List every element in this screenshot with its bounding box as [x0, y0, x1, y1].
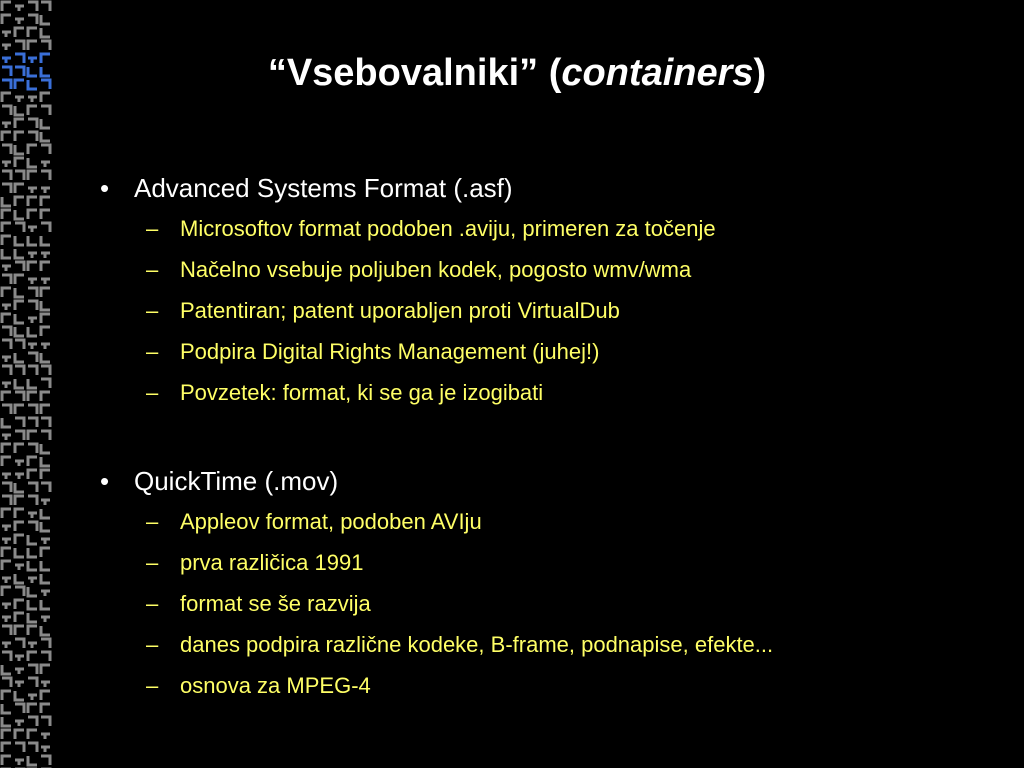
maze-segment — [15, 197, 24, 206]
maze-segment — [28, 353, 37, 362]
maze-segment — [41, 253, 50, 258]
maze-segment — [2, 578, 11, 583]
maze-segment — [15, 444, 24, 453]
maze-segment — [28, 457, 37, 466]
sub-item-text: Podpira Digital Rights Management (juhej!) — [180, 339, 600, 364]
bullet-quicktime — [100, 461, 1000, 501]
maze-segment — [28, 288, 37, 297]
maze-segment — [15, 106, 24, 115]
maze-segment — [28, 145, 37, 154]
maze-segment — [2, 730, 11, 739]
maze-segment — [15, 496, 24, 505]
maze-segment — [2, 509, 11, 518]
maze-segment — [28, 513, 37, 518]
sub-item-text: Patentiran; patent uporabljen proti VirtualDub — [180, 298, 620, 323]
maze-segment — [2, 162, 11, 167]
maze-segment — [15, 743, 24, 752]
maze-segment — [2, 366, 11, 375]
maze-segment — [15, 405, 24, 414]
maze-segment — [41, 665, 50, 674]
maze-segment — [2, 743, 11, 752]
maze-segment — [15, 171, 24, 180]
maze-segment — [28, 2, 37, 11]
maze-segment — [15, 132, 24, 141]
maze-segment — [15, 19, 24, 24]
maze-segment — [2, 305, 11, 310]
maze-segment — [2, 691, 11, 700]
title-suffix: ) — [753, 52, 767, 94]
maze-segment — [41, 106, 50, 115]
sub-item — [100, 249, 1000, 290]
bullet-text: QuickTime (.mov) — [134, 466, 339, 496]
maze-segment — [28, 730, 37, 739]
maze-segment — [15, 509, 24, 518]
maze-segment — [2, 132, 11, 141]
maze-segment — [15, 522, 24, 531]
dash-mark: – — [146, 216, 159, 241]
dash-mark: – — [146, 339, 159, 364]
maze-segment — [41, 327, 50, 336]
maze-segment — [41, 344, 50, 349]
maze-segment — [28, 344, 37, 349]
maze-segment — [2, 223, 11, 232]
maze-segment — [28, 253, 37, 258]
maze-segment — [15, 236, 24, 245]
maze-segment — [15, 249, 24, 258]
sub-item — [100, 372, 1000, 413]
maze-segment — [15, 730, 24, 739]
maze-segment — [2, 383, 11, 388]
maze-segment — [2, 652, 11, 661]
maze-segment — [28, 743, 37, 752]
maze-segment — [2, 123, 11, 128]
maze-segment — [15, 379, 24, 388]
sub-item — [100, 624, 1000, 665]
maze-segment — [2, 2, 11, 11]
maze-segment — [15, 28, 24, 37]
maze-segment — [41, 522, 50, 531]
maze-segment — [2, 561, 11, 570]
maze-segment — [15, 119, 24, 128]
maze-segment — [41, 617, 50, 622]
maze-segment — [41, 379, 50, 388]
maze-segment — [28, 227, 37, 232]
maze-segment — [28, 444, 37, 453]
maze-segment — [2, 665, 11, 674]
maze-segment — [2, 474, 11, 479]
maze-segment — [41, 509, 50, 518]
maze-segment — [2, 444, 11, 453]
maze-segment — [2, 145, 11, 154]
maze-segment — [28, 561, 37, 570]
maze-segment — [15, 721, 24, 726]
maze-segment — [2, 357, 11, 362]
maze-segment — [28, 366, 37, 375]
maze-segment — [15, 340, 24, 349]
maze-segment — [28, 197, 37, 206]
maze-segment — [28, 600, 37, 609]
maze-segment — [41, 353, 50, 362]
maze-segment — [41, 600, 50, 609]
maze-segment — [41, 119, 50, 128]
title-prefix: “Vsebovalniki” ( — [267, 52, 562, 94]
maze-segment — [41, 28, 50, 37]
maze-segment — [2, 539, 11, 544]
maze-segment — [28, 665, 37, 674]
sub-item-text: prva različica 1991 — [180, 550, 364, 575]
maze-segment — [15, 301, 24, 310]
maze-segment — [28, 405, 37, 414]
maze-segment — [15, 656, 24, 661]
maze-segment — [41, 223, 50, 232]
maze-segment — [2, 236, 11, 245]
maze-segment — [28, 431, 37, 440]
maze-segment — [41, 2, 50, 11]
maze-segment — [28, 318, 37, 323]
maze-segment — [2, 266, 11, 271]
maze-segment — [41, 682, 50, 687]
maze-segment — [41, 548, 50, 557]
maze-segment — [28, 262, 37, 271]
maze-segment — [28, 578, 37, 583]
dash-mark: – — [146, 257, 159, 282]
sub-item-text: Načelno vsebuje poljuben kodek, pogosto wmv/wma — [180, 257, 692, 282]
maze-segment — [2, 405, 11, 414]
maze-segment — [15, 548, 24, 557]
maze-segment — [28, 15, 37, 24]
maze-segment — [2, 626, 11, 635]
maze-segment — [2, 327, 11, 336]
maze-segment — [41, 574, 50, 583]
dash-mark: – — [146, 380, 159, 405]
slide-title — [0, 45, 1024, 101]
dash-mark: – — [146, 632, 159, 657]
maze-segment — [41, 301, 50, 310]
maze-segment — [15, 353, 24, 362]
bullet-asf — [100, 168, 1000, 208]
maze-segment — [28, 119, 37, 128]
maze-segment — [41, 747, 50, 752]
maze-segment — [15, 535, 24, 544]
maze-segment — [41, 314, 50, 323]
maze-segment — [28, 210, 37, 219]
bullet-dot: • — [100, 466, 110, 496]
maze-segment — [28, 695, 37, 700]
maze-segment — [41, 236, 50, 245]
maze-segment — [41, 431, 50, 440]
maze-segment — [41, 626, 50, 635]
sub-item — [100, 501, 1000, 542]
dash-mark: – — [146, 298, 159, 323]
maze-segment — [15, 639, 24, 648]
maze-segment — [2, 604, 11, 609]
maze-segment — [28, 158, 37, 167]
maze-segment — [28, 188, 37, 193]
maze-segment — [15, 613, 24, 622]
maze-segment — [28, 643, 37, 648]
maze-segment — [2, 457, 11, 466]
maze-segment — [2, 643, 11, 648]
sub-item-text: danes podpira različne kodeke, B-frame, podnapise, efekte... — [180, 632, 774, 657]
maze-segment — [2, 617, 11, 622]
dash-mark: – — [146, 509, 159, 534]
maze-segment — [2, 392, 11, 401]
maze-segment — [2, 106, 11, 115]
maze-segment — [28, 717, 37, 726]
maze-segment — [2, 171, 11, 180]
maze-segment — [15, 574, 24, 583]
maze-segment — [2, 435, 11, 440]
maze-segment — [28, 379, 37, 388]
maze-segment — [28, 587, 37, 596]
maze-segment — [41, 405, 50, 414]
maze-segment — [28, 171, 37, 180]
maze-segment — [41, 539, 50, 544]
maze-segment — [28, 678, 37, 687]
maze-segment — [41, 145, 50, 154]
maze-segment — [41, 756, 50, 765]
maze-segment — [2, 249, 11, 258]
maze-segment — [2, 483, 11, 492]
maze-segment — [28, 236, 37, 245]
maze-segment — [41, 210, 50, 219]
sub-item-text: Povzetek: format, ki se ga je izogibati — [180, 380, 544, 405]
section-spacer — [100, 413, 1000, 461]
decorative-side-strip — [0, 0, 52, 768]
maze-segment — [15, 223, 24, 232]
maze-segment — [41, 279, 50, 284]
maze-segment — [2, 275, 11, 284]
maze-segment — [41, 483, 50, 492]
maze-segment — [15, 210, 24, 219]
maze-segment — [41, 444, 50, 453]
maze-segment — [15, 682, 24, 687]
maze-segment — [41, 15, 50, 24]
maze-segment — [28, 496, 37, 505]
maze-segment — [2, 418, 11, 427]
maze-segment — [2, 32, 11, 37]
maze-segment — [28, 327, 37, 336]
maze-segment — [2, 704, 11, 713]
maze-segment — [28, 652, 37, 661]
maze-segment — [15, 158, 24, 167]
maze-segment — [28, 483, 37, 492]
maze-segment — [15, 626, 24, 635]
maze-segment — [41, 392, 50, 401]
maze-segment — [41, 717, 50, 726]
maze-segment — [28, 418, 37, 427]
maze-segment — [15, 392, 24, 401]
maze-segment — [41, 470, 50, 479]
maze-segment — [2, 717, 11, 726]
maze-segment — [28, 301, 37, 310]
maze-segment — [2, 210, 11, 219]
maze-segment — [15, 184, 24, 193]
maze-segment — [15, 288, 24, 297]
maze-segment — [15, 431, 24, 440]
sub-item — [100, 290, 1000, 331]
sub-item — [100, 542, 1000, 583]
maze-segment — [15, 366, 24, 375]
maze-segment — [41, 457, 50, 466]
maze-segment — [41, 591, 50, 596]
maze-segment — [41, 652, 50, 661]
maze-segment — [2, 496, 11, 505]
sub-item — [100, 208, 1000, 249]
maze-segment — [15, 327, 24, 336]
maze-segment — [41, 197, 50, 206]
sub-item-text: Appleov format, podoben AVIju — [180, 509, 482, 534]
maze-segment — [41, 132, 50, 141]
maze-segment — [2, 587, 11, 596]
maze-segment — [15, 669, 24, 674]
maze-segment — [28, 704, 37, 713]
maze-segment — [15, 483, 24, 492]
maze-segment — [41, 704, 50, 713]
maze-segment — [2, 288, 11, 297]
maze-segment — [15, 704, 24, 713]
maze-segment — [15, 6, 24, 11]
maze-segment — [2, 15, 11, 24]
maze-segment — [2, 197, 11, 206]
maze-segment — [28, 28, 37, 37]
maze-segment — [41, 639, 50, 648]
maze-segment — [15, 275, 24, 284]
maze-segment — [2, 314, 11, 323]
maze-segment — [28, 756, 37, 765]
maze-segment — [15, 691, 24, 700]
sub-item — [100, 331, 1000, 372]
bullet-dot: • — [100, 173, 110, 203]
maze-segment — [28, 522, 37, 531]
maze-segment — [41, 188, 50, 193]
maze-segment — [2, 340, 11, 349]
maze-segment — [41, 734, 50, 739]
maze-segment — [15, 262, 24, 271]
maze-pattern-icon — [0, 0, 52, 768]
dash-mark: – — [146, 550, 159, 575]
title-italic: containers — [561, 52, 754, 94]
sub-item — [100, 665, 1000, 706]
dash-mark: – — [146, 673, 159, 698]
maze-segment — [15, 600, 24, 609]
sub-item-text: format se še razvija — [180, 591, 371, 616]
sub-item-text: Microsoftov format podoben .aviju, primeren za točenje — [180, 216, 716, 241]
bullet-text: Advanced Systems Format (.asf) — [134, 173, 513, 203]
maze-segment — [41, 691, 50, 700]
maze-segment — [15, 145, 24, 154]
maze-segment — [41, 366, 50, 375]
maze-segment — [15, 418, 24, 427]
maze-segment — [41, 500, 50, 505]
maze-segment — [15, 474, 24, 479]
maze-segment — [2, 548, 11, 557]
maze-segment — [2, 526, 11, 531]
maze-segment — [28, 548, 37, 557]
maze-segment — [15, 760, 24, 765]
maze-segment — [28, 535, 37, 544]
maze-segment — [2, 678, 11, 687]
maze-segment — [2, 756, 11, 765]
maze-segment — [41, 288, 50, 297]
maze-segment — [28, 626, 37, 635]
maze-segment — [41, 171, 50, 180]
sub-item-text: osnova za MPEG-4 — [180, 673, 371, 698]
maze-segment — [2, 184, 11, 193]
slide-content — [100, 168, 1000, 706]
maze-segment — [15, 314, 24, 323]
maze-segment — [28, 279, 37, 284]
maze-segment — [28, 106, 37, 115]
maze-segment — [28, 392, 37, 401]
maze-segment — [28, 132, 37, 141]
maze-segment — [41, 262, 50, 271]
maze-segment — [41, 561, 50, 570]
maze-segment — [28, 613, 37, 622]
maze-segment — [15, 587, 24, 596]
maze-segment — [15, 461, 24, 466]
dash-mark: – — [146, 591, 159, 616]
sub-item — [100, 583, 1000, 624]
maze-segment — [41, 418, 50, 427]
maze-segment — [15, 565, 24, 570]
maze-segment — [28, 470, 37, 479]
maze-segment — [41, 162, 50, 167]
